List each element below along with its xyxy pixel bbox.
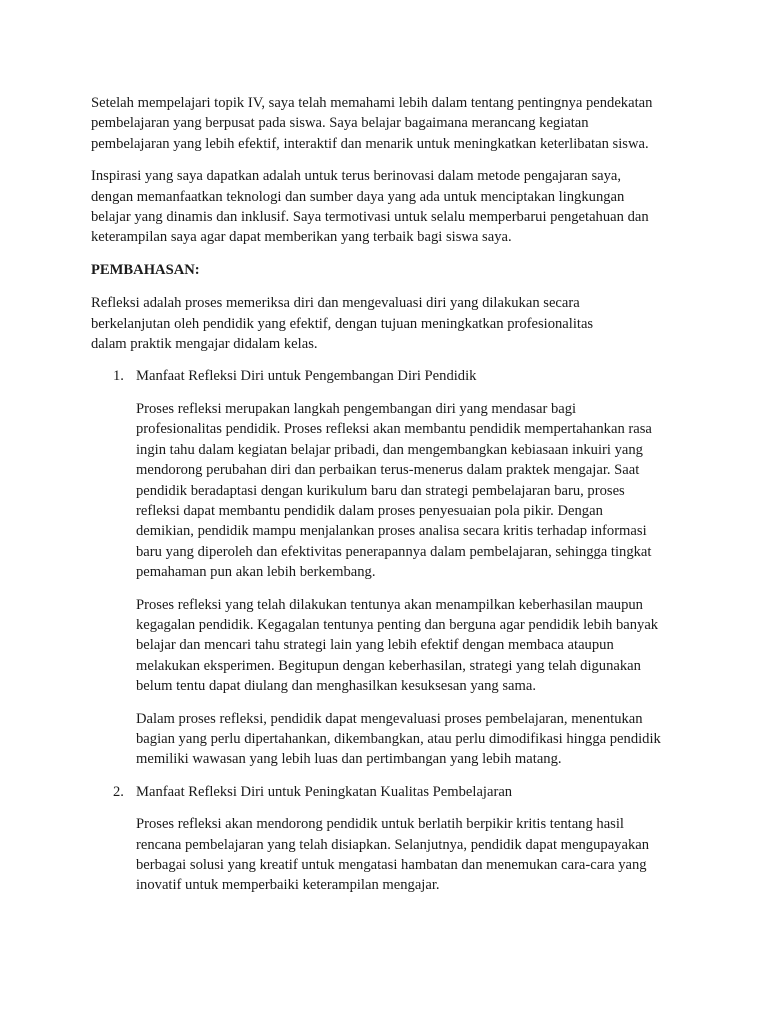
list-item-paragraph: Proses refleksi merupakan langkah pengembangan diri yang mendasar bagi profesionalitas pendidik. Proses refleksi akan membantu pendidik mempertahankan rasa ingin tahu dalam kegiatan belajar pribadi, dan mengembangkan kebiasaan inkuiri yang mendorong perubahan diri dan perbaikan terus-menerus dalam praktek mengajar. Saat pendidik beradaptasi dengan kurikulum baru dan strategi pembelajaran baru, proses refleksi dapat membantu pendidik dalam proses penyesuaian pola pikir. Dengan demikian, pendidik mampu menjalankan proses analisa secara kritis terhadap informasi baru yang diperoleh dan efektivitas penerapannya dalam pembelajaran, sehingga tingkat pemahaman pun akan lebih berkembang. — [136, 400, 652, 581]
list-item-body — [91, 814, 691, 896]
list-item-number: 1. — [113, 368, 124, 385]
list-item-title: Manfaat Refleksi Diri untuk Pengembangan Diri Pendidik — [136, 368, 477, 385]
section-intro-paragraph: Refleksi adalah proses memeriksa diri dan mengevaluasi diri yang dilakukan secara berkelanjutan oleh pendidik yang efektif, dengan tujuan meningkatkan profesionalitas dalam praktik mengajar didalam kelas. — [91, 295, 594, 353]
list-item-title-row — [91, 366, 691, 386]
intro-paragraph-1: Setelah mempelajari topik IV, saya telah memahami lebih dalam tentang pentingnya pendekatan pembelajaran yang berpusat pada siswa. Saya belajar bagaimana merancang kegiatan pembelajaran yang lebih efektif, interaktif dan menarik untuk meningkatkan keterlibatan siswa. — [91, 95, 653, 152]
list-item-number: 2. — [113, 783, 124, 800]
list-item-title-row — [91, 782, 691, 802]
document-page — [91, 93, 691, 908]
intro-paragraph-2: Inspirasi yang saya dapatkan adalah untuk terus berinovasi dalam metode pengajaran saya, dengan memanfaatkan teknologi dan sumber daya yang ada untuk menciptakan lingkungan belajar yang dinamis dan inklusif. Saya termotivasi untuk selalu memperbarui pengetahuan dan keterampilan saya agar dapat memberikan yang terbaik bagi siswa saya. — [91, 168, 649, 246]
list-item-paragraph: Dalam proses refleksi, pendidik dapat mengevaluasi proses pembelajaran, menentukan bagian yang perlu dipertahankan, dikembangkan, atau perlu dimodifikasi hingga pendidik memiliki wawasan yang lebih luas dan pertimbangan yang lebih matang. — [136, 710, 661, 768]
list-item — [91, 782, 691, 896]
list-item-paragraph: Proses refleksi yang telah dilakukan tentunya akan menampilkan keberhasilan maupun kegagalan pendidik. Kegagalan tentunya penting dan berguna agar pendidik lebih banyak belajar dan mencari tahu strategi lain yang lebih efektif dengan membaca ataupun melakukan eksperimen. Begitupun dengan keberhasilan, strategi yang telah digunakan belum tentu dapat diulang dan menghasilkan kesuksesan yang sama. — [136, 596, 659, 695]
list-item — [91, 366, 691, 769]
list-item-title: Manfaat Refleksi Diri untuk Peningkatan Kualitas Pembelajaran — [136, 783, 513, 800]
list-item-body — [91, 399, 691, 770]
list-item-paragraph: Proses refleksi akan mendorong pendidik untuk berlatih berpikir kritis tentang hasil rencana pembelajaran yang telah disiapkan. Selanjutnya, pendidik dapat mengupayakan berbagai solusi yang kreatif untuk mengatasi hambatan dan menemukan cara-cara yang inovatif untuk memperbaiki keterampilan mengajar. — [136, 816, 650, 894]
section-heading: PEMBAHASAN: — [91, 261, 200, 278]
